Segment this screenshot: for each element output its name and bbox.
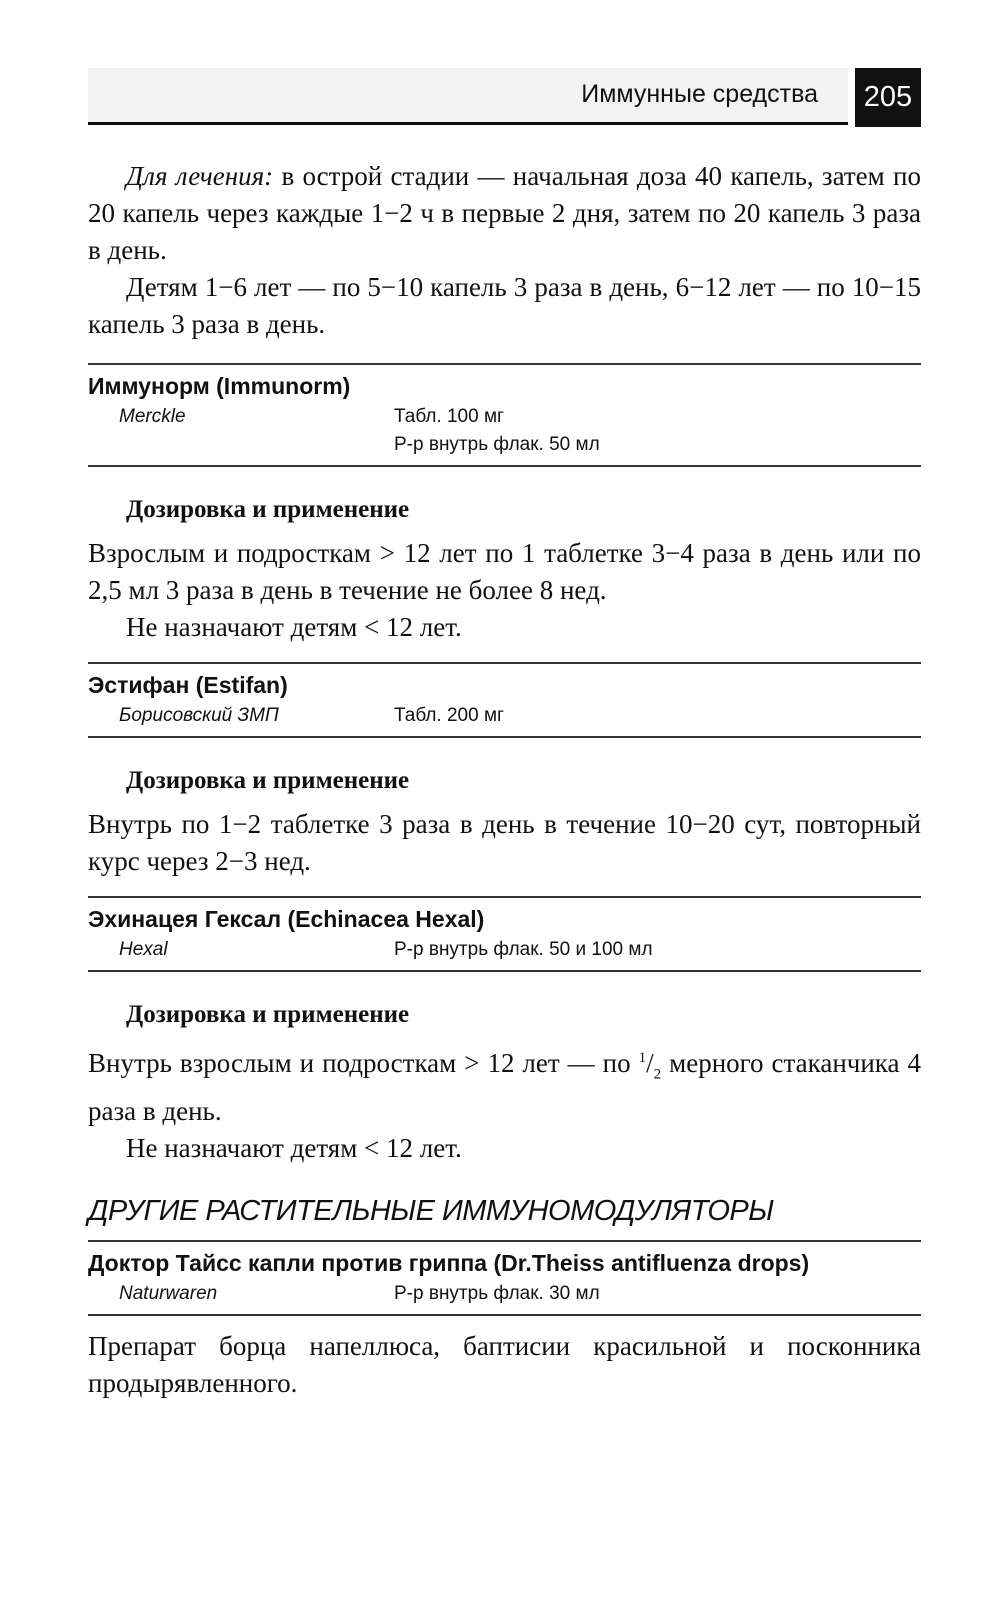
dosage-heading: Дозировка и применение (126, 767, 410, 794)
dosage-heading: Дозировка и применение (126, 496, 410, 523)
dosage-text: Внутрь по 1−2 таблетке 3 раза в день в течение 10−20 сут, повторный курс через 2−3 нед. (88, 809, 921, 876)
dosage-form: Р-р внутрь флак. 50 мл (394, 434, 600, 455)
manufacturer: Merckle (119, 406, 186, 427)
dosage-form: Табл. 200 мг (394, 705, 504, 726)
dosage-text-part: мерного стаканчика 4 раза в день. (88, 1048, 921, 1127)
fraction-denominator: 2 (653, 1066, 662, 1083)
dosage-text (88, 1040, 921, 1130)
header-bar (88, 68, 848, 125)
treatment-label: Для лечения: (126, 161, 274, 191)
chapter-title: Иммунные средства (581, 80, 818, 108)
manufacturer: Борисовский ЗМП (119, 705, 279, 726)
treatment-paragraph (88, 158, 921, 269)
drug-entry-immunorm (88, 363, 921, 467)
drug-name: Доктор Тайсс капли против гриппа (Dr.Theiss antifluenza drops) (88, 1250, 810, 1277)
fraction-slash: / (646, 1048, 654, 1078)
dosage-form: Р-р внутрь флак. 30 мл (394, 1283, 600, 1305)
treatment-text: в острой стадии — начальная доза 40 капель, затем по 20 капель через каждые 1−2 ч в первые 2 дня, затем по 20 капель 3 раза в день. (88, 161, 921, 265)
dosage-note: Не назначают детям < 12 лет. (126, 612, 462, 642)
drug-name: Иммунорм (Immunorm) (88, 373, 351, 399)
page-number: 205 (855, 68, 921, 127)
book-page (88, 68, 921, 1402)
drug-name: Эхинацея Гексал (Echinacea Hexal) (88, 906, 485, 932)
dosage-text-part: Внутрь взрослым и подросткам > 12 лет — по (88, 1048, 639, 1078)
dosage-heading: Дозировка и применение (126, 1001, 410, 1028)
drug-entry-estifan (88, 662, 921, 738)
manufacturer: Naturwaren (119, 1283, 218, 1305)
drug-description: Препарат борца напеллюса, баптисии красильной и посконника продырявленного. (88, 1331, 921, 1399)
fraction-numerator: 1 (638, 1050, 647, 1066)
children-dosage: Детям 1−6 лет — по 5−10 капель 3 раза в день, 6−12 лет — по 10−15 капель 3 раза в день. (88, 272, 921, 339)
manufacturer: Hexal (119, 939, 168, 960)
drug-entry-dr-theiss (88, 1240, 921, 1316)
drug-entry-echinacea (88, 896, 921, 972)
dosage-note: Не назначают детям < 12 лет. (126, 1133, 462, 1164)
running-header (88, 68, 921, 126)
drug-name: Эстифан (Estifan) (88, 672, 288, 698)
dosage-form: Табл. 100 мг (394, 406, 504, 427)
dosage-form: Р-р внутрь флак. 50 и 100 мл (394, 939, 653, 960)
dosage-text: Взрослым и подросткам > 12 лет по 1 таблетке 3−4 раза в день или по 2,5 мл 3 раза в день в течение не более 8 нед. (88, 538, 921, 605)
section-title: ДРУГИЕ РАСТИТЕЛЬНЫЕ ИММУНОМОДУЛЯТОРЫ (88, 1195, 774, 1228)
